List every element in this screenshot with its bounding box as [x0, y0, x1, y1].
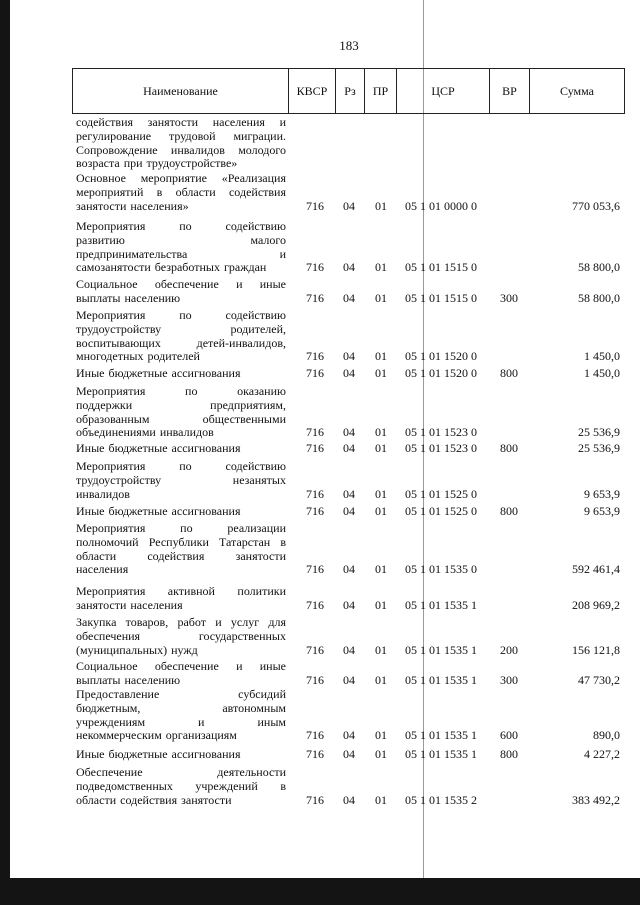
- cell-pr: 01: [375, 504, 387, 518]
- cell-rz: 04: [343, 504, 355, 518]
- cell-pr: 01: [375, 260, 387, 275]
- row-name-line: Предоставление субсидий: [76, 687, 286, 701]
- cell-rz: 04: [343, 597, 355, 612]
- row-name-line: Мероприятия по содействию: [76, 219, 286, 233]
- cell-pr: 01: [375, 672, 387, 687]
- cell-kvsr: 716: [306, 504, 324, 518]
- header-name: Наименование: [73, 69, 289, 113]
- cell-csr: 05 1 01 1535 1: [405, 672, 477, 687]
- row-name-line: мероприятий в области содействия: [76, 184, 286, 199]
- cell-pr: 01: [375, 290, 387, 305]
- cell-sum: 770 053,6: [572, 198, 620, 213]
- row-name-line: выплаты населению: [76, 290, 181, 305]
- cell-rz: 04: [343, 260, 355, 275]
- cell-pr: 01: [375, 728, 387, 743]
- row-name-line: образованным общественными: [76, 411, 286, 426]
- cell-sum: 592 461,4: [572, 562, 620, 577]
- cell-rz: 04: [343, 366, 355, 380]
- row-name-line: выплаты населению: [76, 672, 181, 687]
- row-name-line: занятости населения: [76, 597, 183, 612]
- cell-kvsr: 716: [306, 597, 324, 612]
- cell-kvsr: 716: [306, 562, 324, 577]
- scan-left-border: [0, 0, 10, 905]
- cell-rz: 04: [343, 425, 355, 440]
- cell-vr: 300: [500, 672, 518, 687]
- cell-kvsr: 716: [306, 792, 324, 807]
- cell-pr: 01: [375, 747, 387, 761]
- row-name-line: Сопровождение инвалидов молодого: [76, 142, 286, 157]
- cell-sum: 1 450,0: [584, 366, 620, 380]
- cell-vr: 300: [500, 290, 518, 305]
- row-name-line: Иные бюджетные ассигнования: [76, 747, 241, 761]
- cell-pr: 01: [375, 642, 387, 657]
- cell-rz: 04: [343, 441, 355, 455]
- cell-kvsr: 716: [306, 642, 324, 657]
- cell-rz: 04: [343, 728, 355, 743]
- header-sum: Сумма: [530, 69, 625, 113]
- row-name-line: Обеспечение деятельности: [76, 765, 286, 779]
- cell-sum: 58 800,0: [578, 290, 620, 305]
- row-name-line: полномочий Республики Татарстан в: [76, 534, 286, 549]
- cell-rz: 04: [343, 792, 355, 807]
- row-name-line: Иные бюджетные ассигнования: [76, 504, 241, 518]
- cell-csr: 05 1 01 1523 0: [405, 441, 477, 455]
- cell-pr: 01: [375, 792, 387, 807]
- cell-csr: 05 1 01 1535 1: [405, 597, 477, 612]
- cell-csr: 05 1 01 1535 1: [405, 642, 477, 657]
- row-name-line: занятости населения»: [76, 198, 189, 213]
- cell-csr: 05 1 01 1525 0: [405, 486, 477, 501]
- cell-rz: 04: [343, 672, 355, 687]
- cell-kvsr: 716: [306, 425, 324, 440]
- row-name-line: развитию малого: [76, 232, 286, 247]
- cell-kvsr: 716: [306, 366, 324, 380]
- row-name-line: поддержки предприятиям,: [76, 397, 286, 412]
- header-pr: ПР: [365, 69, 397, 113]
- cell-kvsr: 716: [306, 198, 324, 213]
- cell-sum: 9 653,9: [584, 486, 620, 501]
- cell-csr: 05 1 01 1535 1: [405, 728, 477, 743]
- cell-kvsr: 716: [306, 290, 324, 305]
- cell-kvsr: 716: [306, 747, 324, 761]
- cell-sum: 47 730,2: [578, 672, 620, 687]
- cell-csr: 05 1 01 1515 0: [405, 290, 477, 305]
- cell-pr: 01: [375, 441, 387, 455]
- cell-sum: 9 653,9: [584, 504, 620, 518]
- cell-sum: 58 800,0: [578, 260, 620, 275]
- cell-vr: 800: [500, 504, 518, 518]
- cell-csr: 05 1 01 1523 0: [405, 425, 477, 440]
- cell-rz: 04: [343, 349, 355, 364]
- cell-rz: 04: [343, 198, 355, 213]
- scan-bottom-border: [0, 878, 640, 905]
- row-name-line: возраста при трудоустройстве»: [76, 156, 238, 171]
- header-vr: ВР: [490, 69, 530, 113]
- row-name-line: населения: [76, 562, 129, 577]
- row-name-line: Мероприятия активной политики: [76, 584, 286, 598]
- cell-kvsr: 716: [306, 260, 324, 275]
- cell-pr: 01: [375, 425, 387, 440]
- cell-sum: 25 536,9: [578, 441, 620, 455]
- cell-csr: 05 1 01 1520 0: [405, 349, 477, 364]
- table-header: [72, 68, 625, 114]
- row-name-line: воспитывающих детей-инвалидов,: [76, 335, 286, 350]
- cell-rz: 04: [343, 290, 355, 305]
- cell-csr: 05 1 01 1515 0: [405, 260, 477, 275]
- cell-pr: 01: [375, 597, 387, 612]
- cell-kvsr: 716: [306, 486, 324, 501]
- cell-rz: 04: [343, 562, 355, 577]
- row-name-line: инвалидов: [76, 486, 130, 501]
- cell-csr: 05 1 01 1525 0: [405, 504, 477, 518]
- row-name-line: Социальное обеспечение и иные: [76, 277, 286, 291]
- row-name-line: (муниципальных) нужд: [76, 642, 198, 657]
- row-name-line: Мероприятия по содействию: [76, 308, 286, 322]
- cell-rz: 04: [343, 642, 355, 657]
- row-name-line: Мероприятия по содействию: [76, 459, 286, 473]
- row-name-line: Иные бюджетные ассигнования: [76, 366, 241, 380]
- cell-sum: 890,0: [593, 728, 620, 743]
- row-name-line: трудоустройству родителей,: [76, 321, 286, 336]
- row-name-line: бюджетным, автономным: [76, 700, 286, 715]
- cell-kvsr: 716: [306, 728, 324, 743]
- cell-vr: 200: [500, 642, 518, 657]
- cell-sum: 4 227,2: [584, 747, 620, 761]
- cell-kvsr: 716: [306, 672, 324, 687]
- row-name-line: регулирование трудовой миграции.: [76, 128, 286, 143]
- row-name-line: учреждениям и иным: [76, 714, 286, 729]
- row-name-line: предпринимательства и: [76, 246, 286, 261]
- cell-rz: 04: [343, 486, 355, 501]
- cell-csr: 05 1 01 1535 0: [405, 562, 477, 577]
- cell-csr: 05 1 01 1520 0: [405, 366, 477, 380]
- header-kvsr: КВСР: [289, 69, 336, 113]
- cell-sum: 208 969,2: [572, 597, 620, 612]
- row-name-line: Закупка товаров, работ и услуг для: [76, 615, 286, 629]
- row-name-line: области содействия занятости: [76, 792, 232, 807]
- cell-vr: 800: [500, 366, 518, 380]
- cell-vr: 600: [500, 728, 518, 743]
- row-name-line: содействия занятости населения и: [76, 115, 286, 129]
- row-name-line: Социальное обеспечение и иные: [76, 659, 286, 673]
- row-name-line: трудоустройству незанятых: [76, 472, 286, 487]
- row-name-line: Мероприятия по реализации: [76, 521, 286, 535]
- cell-vr: 800: [500, 441, 518, 455]
- cell-sum: 383 492,2: [572, 792, 620, 807]
- cell-pr: 01: [375, 366, 387, 380]
- cell-csr: 05 1 01 1535 2: [405, 792, 477, 807]
- row-name-line: самозанятости безработных граждан: [76, 260, 267, 275]
- row-name-line: объединениями инвалидов: [76, 425, 214, 440]
- row-name-line: Основное мероприятие «Реализация: [76, 171, 286, 185]
- cell-pr: 01: [375, 198, 387, 213]
- cell-vr: 800: [500, 747, 518, 761]
- row-name-line: обеспечения государственных: [76, 628, 286, 643]
- header-csr: ЦСР: [397, 69, 490, 113]
- row-name-line: Мероприятия по оказанию: [76, 384, 286, 398]
- cell-csr: 05 1 01 1535 1: [405, 747, 477, 761]
- cell-kvsr: 716: [306, 349, 324, 364]
- row-name-line: области содействия занятости: [76, 548, 286, 563]
- row-name-line: Иные бюджетные ассигнования: [76, 441, 241, 455]
- cell-rz: 04: [343, 747, 355, 761]
- cell-pr: 01: [375, 486, 387, 501]
- cell-csr: 05 1 01 0000 0: [405, 198, 477, 213]
- cell-sum: 156 121,8: [572, 642, 620, 657]
- row-name-line: многодетных родителей: [76, 349, 200, 364]
- header-rz: Рз: [336, 69, 365, 113]
- cell-pr: 01: [375, 349, 387, 364]
- row-name-line: некоммерческим организациям: [76, 728, 237, 743]
- page-number: 183: [339, 38, 359, 53]
- cell-sum: 1 450,0: [584, 349, 620, 364]
- row-name-line: подведомственных учреждений в: [76, 778, 286, 793]
- cell-pr: 01: [375, 562, 387, 577]
- cell-sum: 25 536,9: [578, 425, 620, 440]
- cell-kvsr: 716: [306, 441, 324, 455]
